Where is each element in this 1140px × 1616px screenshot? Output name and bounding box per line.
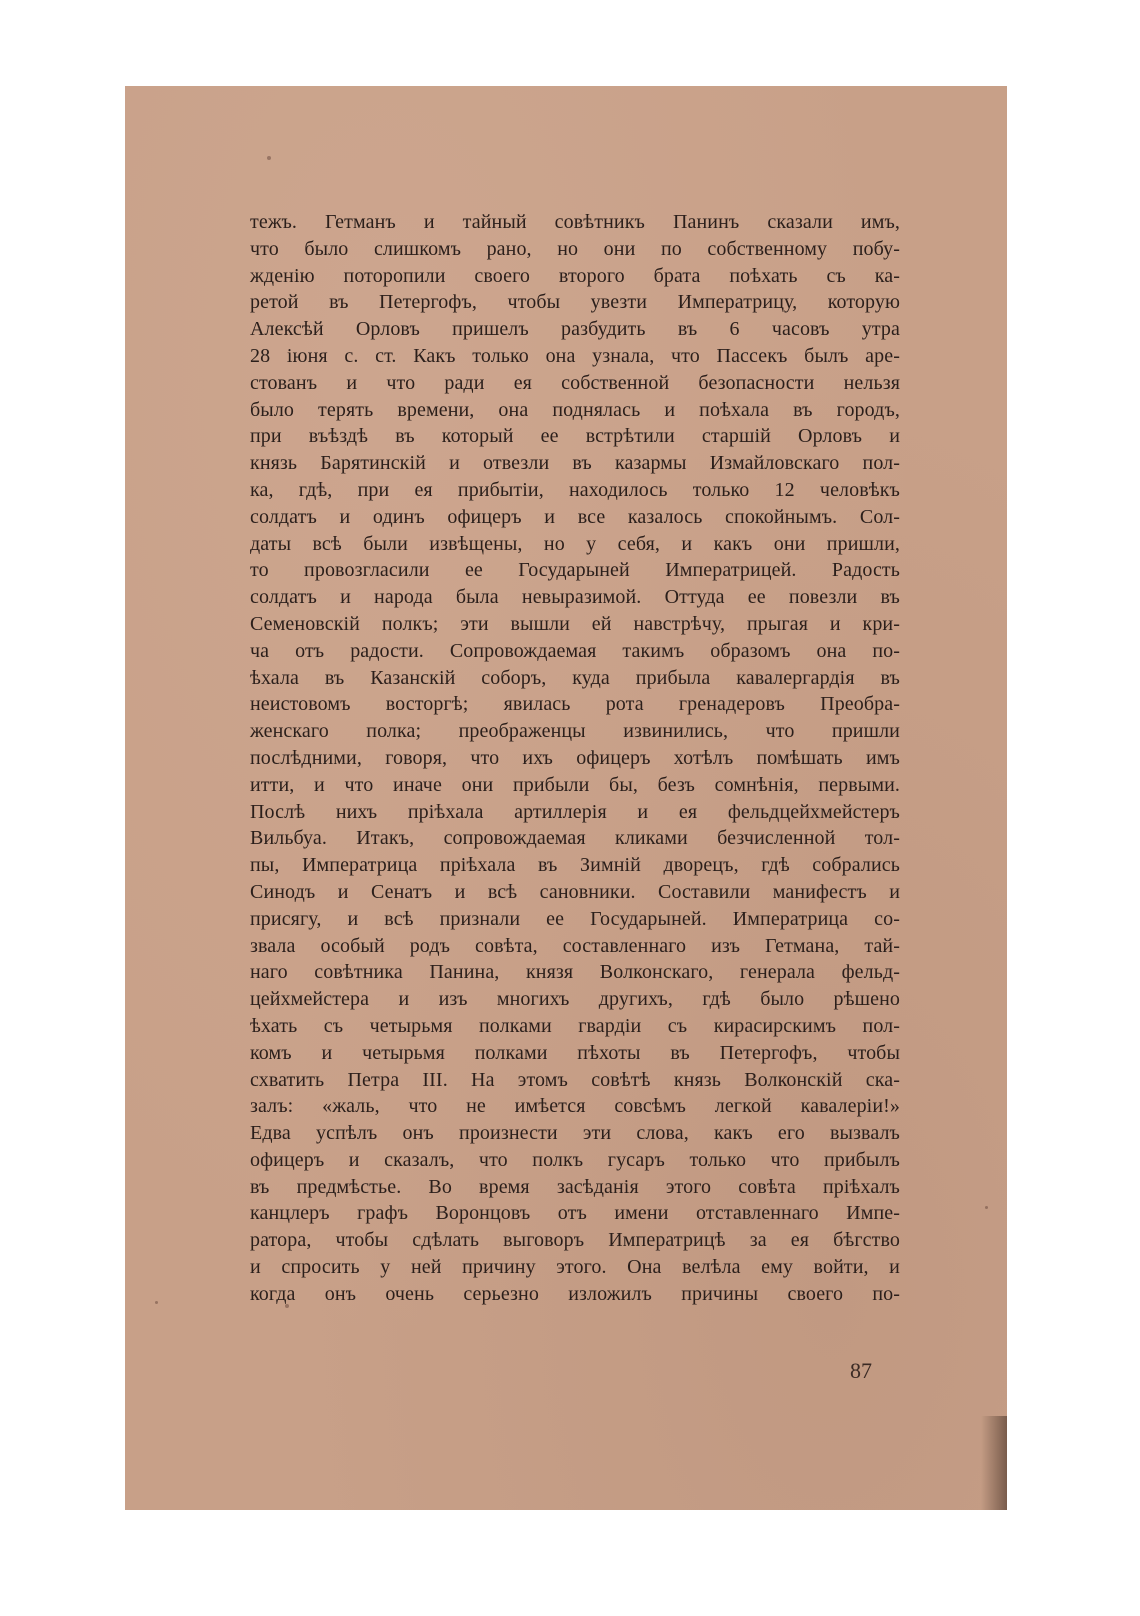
page-number: 87 (850, 1358, 872, 1383)
text-line: въ предмѣстье. Во время засѣданія этого совѣта пріѣхалъ (250, 1175, 900, 1198)
text-line: ѣхала въ Казанскій соборъ, куда прибыла кавалергардія въ (250, 666, 900, 689)
text-line: когда онъ очень серьезно изложилъ причины своего по- (250, 1282, 900, 1305)
text-line: Семеновскій полкъ; эти вышли ей навстрѣчу, прыгая и кри- (250, 612, 900, 635)
text-line: пы, Императрица пріѣхала въ Зимній дворецъ, гдѣ собрались (250, 854, 900, 877)
text-line: наго совѣтника Панина, князя Волконскаго, генерала фельд- (250, 961, 900, 984)
text-line: ка, гдѣ, при ея прибытіи, находилось только 12 человѣкъ (250, 478, 900, 501)
text-line: стованъ и что ради ея собственной безопасности нельзя (250, 371, 900, 394)
text-line: ретой въ Петергофъ, чтобы увезти Императрицу, которую (250, 291, 900, 314)
text-line: было терять времени, она поднялась и поѣхала въ городъ, (250, 398, 900, 421)
text-line: присягу, и всѣ признали ее Государыней. Императрица со- (250, 907, 900, 930)
binding-shadow (981, 1416, 1007, 1510)
text-line: солдатъ и одинъ офицеръ и все казалось спокойнымъ. Сол- (250, 505, 900, 528)
text-line: Послѣ нихъ пріѣхала артиллерія и ея фельдцейхмейстеръ (250, 800, 900, 823)
text-line: Вильбуа. Итакъ, сопровождаемая кликами безчисленной тол- (250, 827, 900, 850)
text-line: офицеръ и сказалъ, что полкъ гусаръ только что прибылъ (250, 1148, 900, 1171)
text-line: при въѣздѣ въ который ее встрѣтили старшій Орловъ и (250, 425, 900, 448)
paper-speck (155, 1301, 158, 1304)
text-line: канцлеръ графъ Воронцовъ отъ имени отставленнаго Импе- (250, 1202, 900, 1225)
text-line: ратора, чтобы сдѣлать выговоръ Императрицѣ за ея бѣгство (250, 1229, 900, 1252)
paper-speck (267, 156, 271, 160)
text-line: схватить Петра III. На этомъ совѣтѣ князь Волконскій ска- (250, 1068, 900, 1091)
text-line: то провозгласили ее Государыней Императрицей. Радость (250, 559, 900, 582)
text-line: звала особый родъ совѣта, составленнаго изъ Гетмана, тай- (250, 934, 900, 957)
text-line: и спросить у ней причину этого. Она велѣла ему войти, и (250, 1256, 900, 1279)
scanned-page (125, 86, 1007, 1510)
text-line: ѣхать съ четырьмя полками гвардіи съ кирасирскимъ пол- (250, 1014, 900, 1037)
text-line: князь Барятинскій и отвезли въ казармы Измайловскаго пол- (250, 452, 900, 475)
text-line: Синодъ и Сенатъ и всѣ сановники. Составили манифестъ и (250, 880, 900, 903)
text-line: цейхмейстера и изъ многихъ другихъ, гдѣ было рѣшено (250, 988, 900, 1011)
body-text (250, 209, 900, 1308)
text-line: 28 іюня с. ст. Какъ только она узнала, что Пассекъ былъ аре- (250, 344, 900, 367)
text-line: ча отъ радости. Сопровождаемая такимъ образомъ она по- (250, 639, 900, 662)
text-line: комъ и четырьмя полками пѣхоты въ Петергофъ, чтобы (250, 1041, 900, 1064)
text-line: залъ: «жаль, что не имѣется совсѣмъ легкой кавалеріи!» (250, 1095, 900, 1118)
text-line: итти, и что иначе они прибыли бы, безъ сомнѣнія, первыми. (250, 773, 900, 796)
text-line: жденію поторопили своего второго брата поѣхать съ ка- (250, 264, 900, 287)
text-line: солдатъ и народа была невыразимой. Оттуда ее повезли въ (250, 586, 900, 609)
text-line: Алексѣй Орловъ пришелъ разбудить въ 6 часовъ утра (250, 318, 900, 341)
text-line: даты всѣ были извѣщены, но у себя, и какъ они пришли, (250, 532, 900, 555)
text-line: женскаго полка; преображенцы извинились, что пришли (250, 720, 900, 743)
text-line: что было слишкомъ рано, но они по собственному побу- (250, 237, 900, 260)
paper-speck (985, 1206, 988, 1209)
text-line: неистовомъ восторгѣ; явилась рота гренадеровъ Преобра- (250, 693, 900, 716)
text-line: послѣдними, говоря, что ихъ офицеръ хотѣлъ помѣшать имъ (250, 746, 900, 769)
text-line: Едва успѣлъ онъ произнести эти слова, какъ его вызвалъ (250, 1122, 900, 1145)
text-line: тежъ. Гетманъ и тайный совѣтникъ Панинъ сказали имъ, (250, 211, 900, 233)
